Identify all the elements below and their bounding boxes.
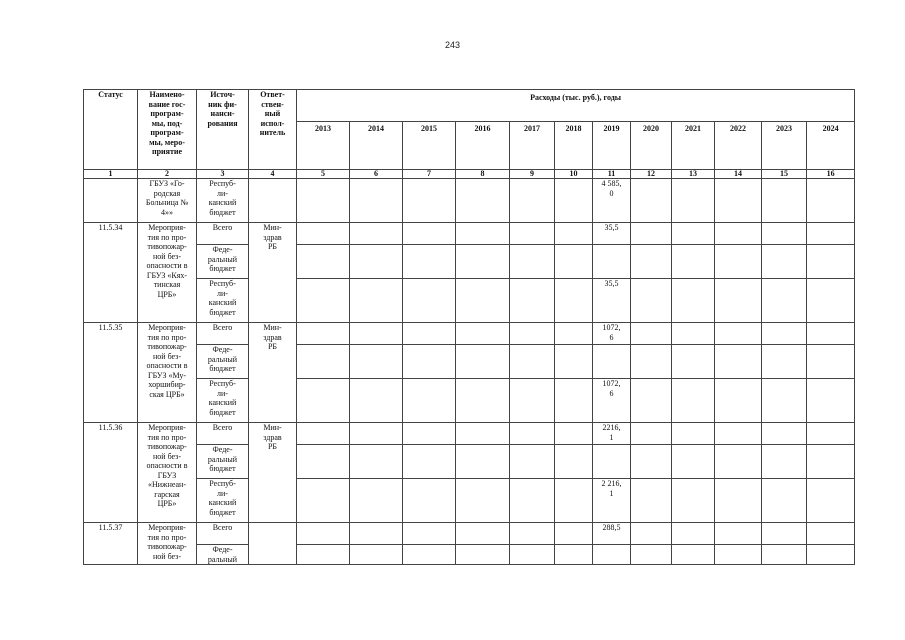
value-cell — [555, 545, 593, 565]
responsible-cell: Мин- здрав РБ — [249, 223, 297, 323]
value-2019: 2 216, 1 — [593, 479, 631, 523]
value-cell — [672, 545, 715, 565]
value-cell — [350, 245, 403, 279]
value-cell — [403, 223, 456, 245]
table-row — [84, 323, 855, 345]
value-cell — [715, 245, 762, 279]
header-year-2015: 2015 — [403, 122, 456, 170]
column-number: 13 — [672, 170, 715, 179]
header-year-2017: 2017 — [510, 122, 555, 170]
value-cell — [762, 445, 807, 479]
value-cell — [672, 345, 715, 379]
value-cell — [456, 345, 510, 379]
value-cell — [762, 545, 807, 565]
header-year-2024: 2024 — [807, 122, 855, 170]
value-2019: 1072, 6 — [593, 379, 631, 423]
value-cell — [631, 445, 672, 479]
value-cell — [297, 245, 350, 279]
value-cell — [403, 479, 456, 523]
value-cell — [715, 323, 762, 345]
page-number: 243 — [444, 40, 461, 50]
value-cell — [672, 245, 715, 279]
value-cell — [762, 523, 807, 545]
value-cell — [456, 423, 510, 445]
value-cell — [555, 323, 593, 345]
value-cell — [403, 545, 456, 565]
value-cell — [715, 279, 762, 323]
header-name: Наимено- вание гос- програм- мы, под- програм- мы, меро- приятие — [138, 90, 197, 170]
header-year-2013: 2013 — [297, 122, 350, 170]
value-cell — [715, 545, 762, 565]
name-cell: Мероприя- тия по про- тивопожар- ной без- опасности в ГБУЗ «Нижнеан- гарская ЦРБ» — [138, 423, 197, 523]
value-cell — [555, 223, 593, 245]
value-cell — [715, 523, 762, 545]
value-cell — [403, 423, 456, 445]
status-cell: 11.5.37 — [84, 523, 138, 565]
value-cell — [350, 323, 403, 345]
value-cell — [456, 545, 510, 565]
value-cell — [672, 423, 715, 445]
value-cell — [715, 479, 762, 523]
value-cell — [456, 445, 510, 479]
value-cell — [510, 179, 555, 223]
source-cell: Респуб- ли- канский бюджет — [197, 379, 249, 423]
value-cell — [350, 545, 403, 565]
value-cell — [510, 279, 555, 323]
value-cell — [807, 379, 855, 423]
value-cell — [631, 423, 672, 445]
column-number: 5 — [297, 170, 350, 179]
value-cell — [510, 479, 555, 523]
value-cell — [350, 445, 403, 479]
value-cell — [672, 379, 715, 423]
value-cell — [672, 179, 715, 223]
value-cell — [297, 223, 350, 245]
source-cell: Феде- ральный бюджет — [197, 345, 249, 379]
column-number: 16 — [807, 170, 855, 179]
value-cell — [350, 179, 403, 223]
source-cell: Всего — [197, 523, 249, 545]
value-2019 — [593, 545, 631, 565]
column-number: 14 — [715, 170, 762, 179]
value-cell — [807, 323, 855, 345]
responsible-cell — [249, 523, 297, 565]
column-number: 6 — [350, 170, 403, 179]
column-number: 2 — [138, 170, 197, 179]
value-cell — [456, 223, 510, 245]
header-year-2014: 2014 — [350, 122, 403, 170]
column-number: 12 — [631, 170, 672, 179]
header-year-2021: 2021 — [672, 122, 715, 170]
status-cell — [84, 179, 138, 223]
status-cell: 11.5.34 — [84, 223, 138, 323]
value-cell — [762, 345, 807, 379]
value-cell — [456, 179, 510, 223]
column-number: 1 — [84, 170, 138, 179]
value-cell — [807, 223, 855, 245]
value-cell — [715, 223, 762, 245]
value-cell — [762, 223, 807, 245]
value-cell — [715, 179, 762, 223]
value-cell — [631, 479, 672, 523]
value-cell — [631, 323, 672, 345]
table-row — [84, 223, 855, 245]
value-cell — [672, 445, 715, 479]
value-cell — [631, 379, 672, 423]
value-cell — [510, 223, 555, 245]
value-cell — [715, 379, 762, 423]
value-cell — [631, 523, 672, 545]
value-cell — [555, 245, 593, 279]
value-cell — [510, 523, 555, 545]
value-2019 — [593, 345, 631, 379]
value-cell — [555, 379, 593, 423]
value-cell — [762, 479, 807, 523]
value-2019: 35,5 — [593, 223, 631, 245]
value-cell — [403, 323, 456, 345]
value-cell — [510, 423, 555, 445]
value-cell — [555, 445, 593, 479]
status-cell: 11.5.35 — [84, 323, 138, 423]
table-row — [84, 279, 855, 323]
value-cell — [297, 323, 350, 345]
table-row — [84, 545, 855, 565]
name-cell: ГБУЗ «Го- родская Больница № 4»» — [138, 179, 197, 223]
value-cell — [456, 245, 510, 279]
source-cell: Феде- ральный — [197, 545, 249, 565]
table-row — [84, 523, 855, 545]
value-cell — [807, 279, 855, 323]
value-cell — [762, 245, 807, 279]
header-year-2022: 2022 — [715, 122, 762, 170]
value-cell — [807, 245, 855, 279]
value-cell — [403, 279, 456, 323]
value-cell — [807, 423, 855, 445]
value-cell — [350, 379, 403, 423]
column-number: 9 — [510, 170, 555, 179]
header-expenses: Расходы (тыс. руб.), годы — [297, 90, 855, 122]
value-cell — [807, 445, 855, 479]
value-cell — [555, 423, 593, 445]
value-cell — [350, 423, 403, 445]
value-cell — [631, 245, 672, 279]
value-cell — [297, 545, 350, 565]
value-cell — [403, 245, 456, 279]
value-cell — [555, 345, 593, 379]
column-number: 10 — [555, 170, 593, 179]
value-cell — [555, 523, 593, 545]
value-cell — [403, 345, 456, 379]
value-cell — [672, 523, 715, 545]
table-row — [84, 179, 855, 223]
name-cell: Мероприя- тия по про- тивопожар- ной без- опасности в ГБУЗ «Кях- тинская ЦРБ» — [138, 223, 197, 323]
header-year-2019: 2019 — [593, 122, 631, 170]
value-cell — [350, 523, 403, 545]
value-cell — [762, 379, 807, 423]
value-cell — [631, 223, 672, 245]
value-cell — [510, 379, 555, 423]
value-cell — [297, 379, 350, 423]
header-source: Источ- ник фи- нанси- рования — [197, 90, 249, 170]
value-cell — [631, 179, 672, 223]
source-cell: Респуб- ли- канский бюджет — [197, 179, 249, 223]
column-number: 4 — [249, 170, 297, 179]
column-number: 15 — [762, 170, 807, 179]
value-cell — [403, 445, 456, 479]
source-cell: Всего — [197, 223, 249, 245]
value-cell — [456, 523, 510, 545]
value-cell — [762, 179, 807, 223]
value-cell — [555, 279, 593, 323]
value-2019: 1072, 6 — [593, 323, 631, 345]
value-2019: 2216, 1 — [593, 423, 631, 445]
value-cell — [555, 179, 593, 223]
value-cell — [631, 345, 672, 379]
table-row — [84, 445, 855, 479]
value-2019: 4 585, 0 — [593, 179, 631, 223]
table-row — [84, 345, 855, 379]
source-cell: Всего — [197, 423, 249, 445]
value-2019: 35,5 — [593, 279, 631, 323]
value-cell — [807, 179, 855, 223]
value-cell — [297, 445, 350, 479]
table-row — [84, 245, 855, 279]
header-year-2023: 2023 — [762, 122, 807, 170]
value-2019: 288,5 — [593, 523, 631, 545]
value-cell — [350, 479, 403, 523]
name-cell: Мероприя- тия по про- тивопожар- ной без- — [138, 523, 197, 565]
value-cell — [631, 545, 672, 565]
value-cell — [456, 323, 510, 345]
column-number: 7 — [403, 170, 456, 179]
table-row — [84, 379, 855, 423]
value-cell — [807, 479, 855, 523]
value-cell — [510, 545, 555, 565]
value-cell — [510, 323, 555, 345]
value-cell — [762, 423, 807, 445]
header-year-2020: 2020 — [631, 122, 672, 170]
value-cell — [297, 423, 350, 445]
value-cell — [456, 379, 510, 423]
column-number: 11 — [593, 170, 631, 179]
source-cell: Респуб- ли- канский бюджет — [197, 479, 249, 523]
value-cell — [762, 323, 807, 345]
value-cell — [350, 345, 403, 379]
value-cell — [555, 479, 593, 523]
value-cell — [403, 523, 456, 545]
value-cell — [297, 179, 350, 223]
value-cell — [510, 345, 555, 379]
value-cell — [456, 279, 510, 323]
value-cell — [715, 423, 762, 445]
value-cell — [350, 279, 403, 323]
value-cell — [715, 345, 762, 379]
value-cell — [672, 479, 715, 523]
source-cell: Феде- ральный бюджет — [197, 245, 249, 279]
name-cell: Мероприя- тия по про- тивопожар- ной без- опасности в ГБУЗ «Му- хоршибир- ская ЦРБ» — [138, 323, 197, 423]
value-cell — [762, 279, 807, 323]
value-cell — [672, 223, 715, 245]
value-cell — [403, 179, 456, 223]
value-cell — [807, 545, 855, 565]
budget-table — [83, 89, 855, 565]
value-2019 — [593, 245, 631, 279]
value-cell — [297, 345, 350, 379]
value-cell — [403, 379, 456, 423]
value-cell — [672, 279, 715, 323]
source-cell: Феде- ральный бюджет — [197, 445, 249, 479]
responsible-cell: Мин- здрав РБ — [249, 423, 297, 523]
value-cell — [456, 479, 510, 523]
source-cell: Респуб- ли- канский бюджет — [197, 279, 249, 323]
responsible-cell — [249, 179, 297, 223]
header-year-2018: 2018 — [555, 122, 593, 170]
value-cell — [672, 323, 715, 345]
value-cell — [350, 223, 403, 245]
value-cell — [510, 245, 555, 279]
column-number: 8 — [456, 170, 510, 179]
value-cell — [715, 445, 762, 479]
value-cell — [297, 523, 350, 545]
header-status: Статус — [84, 90, 138, 170]
value-cell — [297, 479, 350, 523]
value-cell — [631, 279, 672, 323]
status-cell: 11.5.36 — [84, 423, 138, 523]
column-number: 3 — [197, 170, 249, 179]
header-year-2016: 2016 — [456, 122, 510, 170]
table-row — [84, 479, 855, 523]
value-cell — [807, 523, 855, 545]
table-row — [84, 423, 855, 445]
source-cell: Всего — [197, 323, 249, 345]
value-2019 — [593, 445, 631, 479]
responsible-cell: Мин- здрав РБ — [249, 323, 297, 423]
value-cell — [807, 345, 855, 379]
value-cell — [510, 445, 555, 479]
header-responsible: Ответ- ствен- ный испол- нитель — [249, 90, 297, 170]
value-cell — [297, 279, 350, 323]
